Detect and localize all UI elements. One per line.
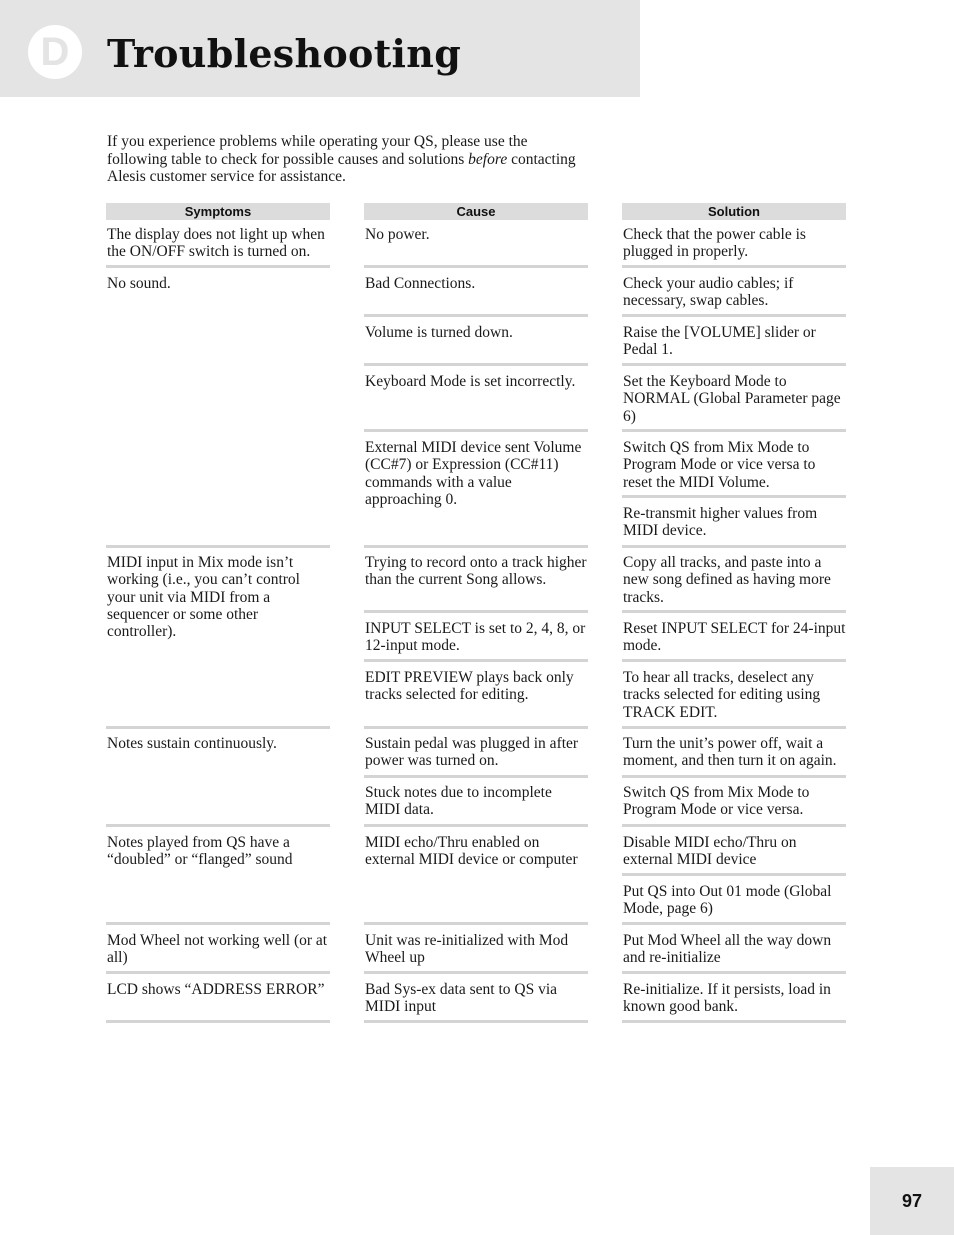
symptom-divider — [106, 922, 330, 925]
solution-cell: Set the Keyboard Mode to NORMAL (Global Parameter page 6) — [623, 373, 841, 425]
cause-cell: Bad Connections. — [365, 275, 476, 292]
column-header-cause: Cause — [364, 203, 588, 220]
solution-divider — [622, 265, 846, 268]
cause-divider — [364, 726, 588, 729]
intro-text-end: contacting Alesis customer service for assistance. — [107, 150, 576, 185]
page-number: 97 — [901, 1190, 923, 1211]
solution-cell: Put QS into Out 01 mode (Global Mode, page 6) — [623, 883, 832, 918]
solution-divider — [622, 545, 846, 548]
symptom-divider — [106, 726, 330, 729]
solution-divider — [622, 429, 846, 432]
solution-cell: Raise the [VOLUME] slider or Pedal 1. — [623, 324, 816, 359]
cause-divider — [364, 1020, 588, 1023]
cause-cell: EDIT PREVIEW plays back only tracks selected for editing. — [365, 669, 574, 704]
solution-cell: To hear all tracks, deselect any tracks selected for editing using TRACK EDIT. — [623, 669, 821, 721]
symptom-divider — [106, 971, 330, 974]
header-band — [0, 0, 640, 97]
symptom-cell: No sound. — [107, 275, 171, 292]
symptom-cell: Notes played from QS have a “doubled” or “flanged” sound — [107, 834, 293, 869]
cause-divider — [364, 545, 588, 548]
appendix-badge — [28, 25, 82, 79]
symptom-cell: Mod Wheel not working well (or at all) — [107, 932, 328, 967]
cause-cell: Trying to record onto a track higher than the current Song allows. — [365, 554, 587, 589]
page-title: Troubleshooting — [107, 31, 462, 76]
solution-divider — [622, 314, 846, 317]
cause-divider — [364, 429, 588, 432]
cause-cell: External MIDI device sent Volume (CC#7) or Expression (CC#11) commands with a value approaching 0. — [365, 439, 582, 508]
solution-cell: Reset INPUT SELECT for 24-input mode. — [623, 620, 846, 655]
symptom-divider — [106, 824, 330, 827]
column-header-symptoms: Symptoms — [106, 203, 330, 220]
solution-divider — [622, 824, 846, 827]
solution-divider — [622, 659, 846, 662]
intro-paragraph — [107, 133, 577, 186]
cause-cell: Stuck notes due to incomplete MIDI data. — [365, 784, 552, 819]
solution-cell: Switch QS from Mix Mode to Program Mode or vice versa to reset the MIDI Volume. — [623, 439, 816, 491]
cause-divider — [364, 922, 588, 925]
cause-divider — [364, 363, 588, 366]
symptom-divider — [106, 1020, 330, 1023]
solution-divider — [622, 1020, 846, 1023]
column-header-solution: Solution — [622, 203, 846, 220]
cause-cell: MIDI echo/Thru enabled on external MIDI device or computer — [365, 834, 578, 869]
page-number-box — [870, 1167, 954, 1235]
cause-divider — [364, 610, 588, 613]
cause-divider — [364, 775, 588, 778]
solution-cell: Copy all tracks, and paste into a new song defined as having more tracks. — [623, 554, 831, 606]
appendix-letter: D — [40, 30, 70, 74]
cause-cell: Keyboard Mode is set incorrectly. — [365, 373, 576, 390]
symptom-cell: LCD shows “ADDRESS ERROR” — [107, 981, 325, 998]
solution-divider — [622, 873, 846, 876]
symptom-divider — [106, 545, 330, 548]
solution-divider — [622, 775, 846, 778]
cause-divider — [364, 265, 588, 268]
solution-cell: Check your audio cables; if necessary, swap cables. — [623, 275, 794, 310]
solution-cell: Switch QS from Mix Mode to Program Mode or vice versa. — [623, 784, 810, 819]
cause-cell: Sustain pedal was plugged in after power was turned on. — [365, 735, 579, 770]
solution-cell: Put Mod Wheel all the way down and re-initialize — [623, 932, 832, 967]
solution-cell: Check that the power cable is plugged in properly. — [623, 226, 806, 261]
symptom-cell: The display does not light up when the ON/OFF switch is turned on. — [107, 226, 325, 261]
solution-cell: Disable MIDI echo/Thru on external MIDI device — [623, 834, 797, 869]
cause-divider — [364, 971, 588, 974]
solution-divider — [622, 495, 846, 498]
cause-cell: No power. — [365, 226, 430, 243]
symptom-divider — [106, 265, 330, 268]
cause-cell: INPUT SELECT is set to 2, 4, 8, or 12-input mode. — [365, 620, 586, 655]
cause-cell: Volume is turned down. — [365, 324, 513, 341]
cause-divider — [364, 314, 588, 317]
symptom-cell: Notes sustain continuously. — [107, 735, 277, 752]
solution-divider — [622, 922, 846, 925]
solution-divider — [622, 363, 846, 366]
solution-cell: Re-initialize. If it persists, load in known good bank. — [623, 981, 831, 1016]
solution-divider — [622, 971, 846, 974]
solution-divider — [622, 726, 846, 729]
intro-text-start: If you experience problems while operating your QS, please use the following table to check for possible causes and solutions — [107, 133, 528, 168]
cause-divider — [364, 824, 588, 827]
solution-divider — [622, 610, 846, 613]
solution-cell: Turn the unit’s power off, wait a moment, and then turn it on again. — [623, 735, 837, 770]
cause-divider — [364, 659, 588, 662]
symptom-cell: MIDI input in Mix mode isn’t working (i.e., you can’t control your unit via MIDI from a sequencer or some other controller). — [107, 554, 300, 641]
intro-emphasis: before — [468, 150, 508, 168]
cause-cell: Unit was re-initialized with Mod Wheel up — [365, 932, 569, 967]
solution-cell: Re-transmit higher values from MIDI device. — [623, 505, 818, 540]
cause-cell: Bad Sys-ex data sent to QS via MIDI input — [365, 981, 558, 1016]
